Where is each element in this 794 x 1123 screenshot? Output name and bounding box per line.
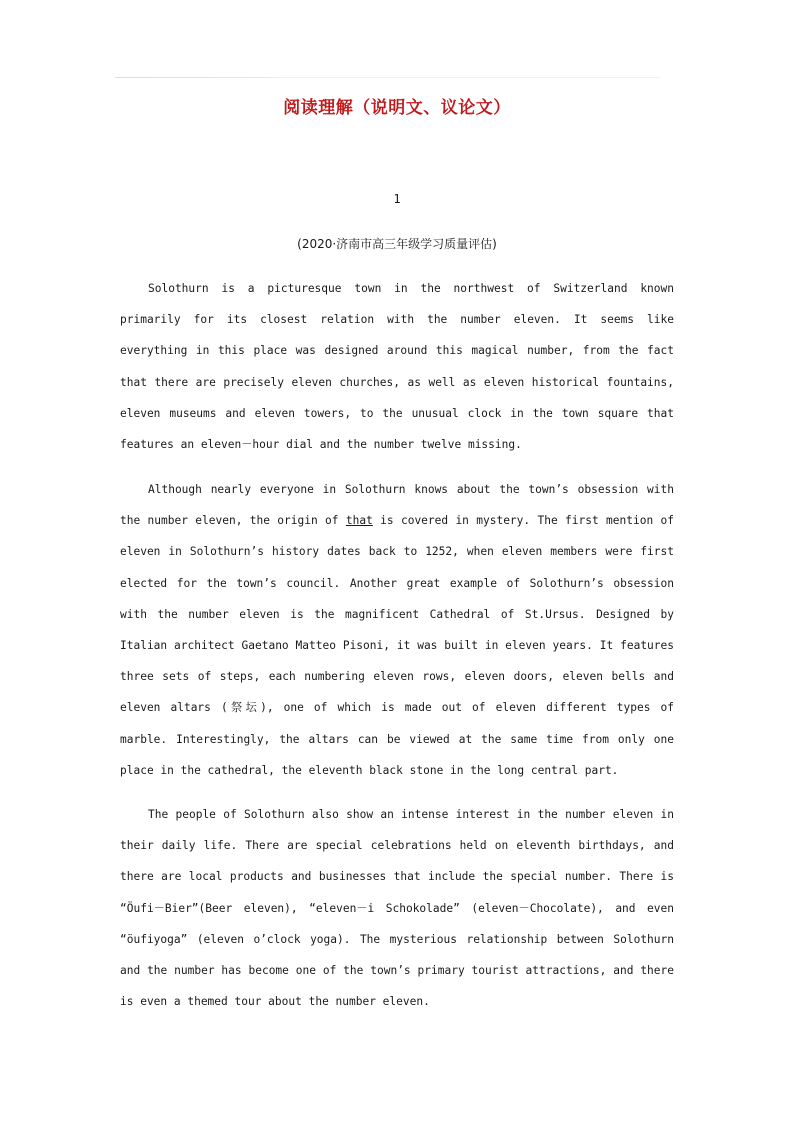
source-citation: (2020·济南市高三年级学习质量评估): [297, 237, 497, 251]
page-title: 阅读理解（说明文、议论文）: [283, 98, 511, 118]
underlined-word: that: [345, 514, 373, 528]
paragraph-1: Solothurn is a picturesque town in the northwest of Switzerland known primarily for its closest relation with the number eleven. It seems like everything in this place was designed around this magical number, from the fact that there are precisely eleven churches, as well as eleven historical fountains, eleven museums and eleven towers, to the unusual clock in the town square that features an eleven－hour dial and the number twelve missing.: [120, 282, 674, 452]
header-divider: [115, 77, 660, 78]
paragraph-2-text-after: is covered in mystery. The first mention of eleven in Solothurn’s history dates back to 1252, when eleven members were first elected for the town’s council. Another great example of Solothurn’s obsession with the number eleven is the magnificent Cathedral of St.Ursus. Designed by Italian architect Gaetano Matteo Pisoni, it was built in eleven years. It features three sets of steps, each numbering eleven rows, eleven doors, eleven bells and eleven altars (祭坛), one of which is made out of eleven different types of marble. Interestingly, the altars can be viewed at the same time from only one place in the cathedral, the eleventh black stone in the long central part.: [120, 514, 674, 777]
paragraph-3: The people of Solothurn also show an intense interest in the number eleven in their daily life. There are special celebrations held on eleventh birthdays, and there are local products and businesses that include the special number. There is “Öufi－Bier”(Beer eleven), “eleven－i Schokolade” (eleven－Chocolate), and even “öufiyoga” (eleven o’clock yoga). The mysterious relationship between Solothurn and the number has become one of the town’s primary tourist attractions, and there is even a themed tour about the number eleven.: [120, 808, 674, 1009]
paragraph-2: [120, 474, 674, 786]
section-number: 1: [393, 192, 401, 206]
paragraph-2-text-before: Although nearly everyone in Solothurn knows about the town’s obsession with the number eleven, the origin of: [120, 483, 674, 528]
